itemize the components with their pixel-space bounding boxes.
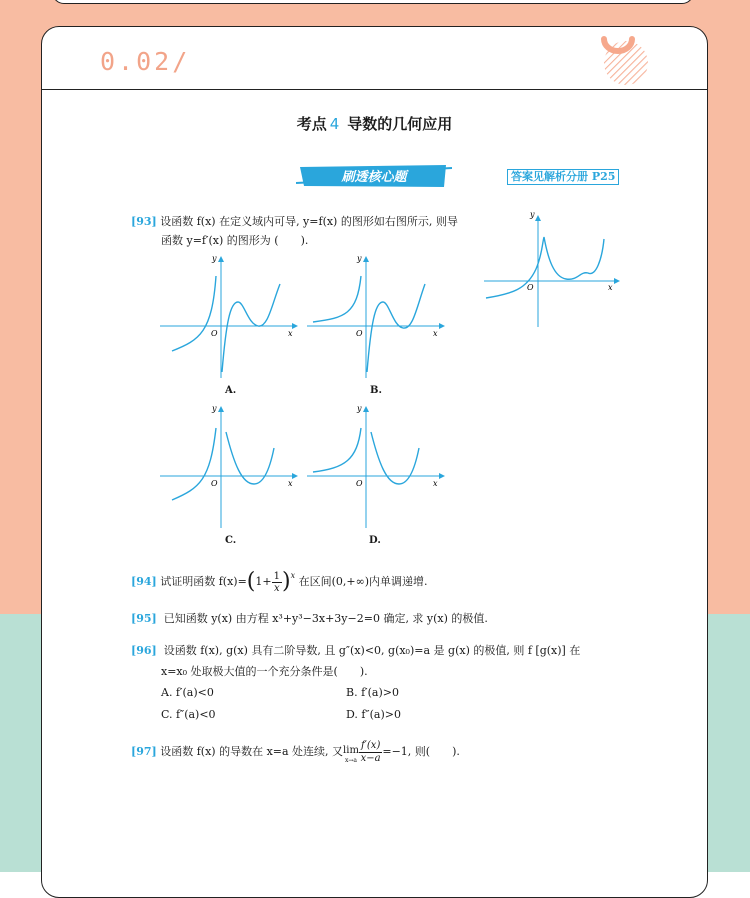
banner-graphic <box>296 163 452 189</box>
svg-text:y: y <box>530 210 535 219</box>
option-d-label: D. <box>369 535 381 546</box>
fraction: $\frac{f'(x)}{x-a}$ <box>360 739 381 764</box>
option-c-label: C. <box>225 535 237 546</box>
question-96-line1: [96] 设函数 f(x), g(x) 具有二阶导数, 且 g″(x)<0, g(x₀)=a 是 g(x) 的极值, 则 f [g(x)] 在 <box>131 644 581 657</box>
svg-text:y: y <box>357 404 362 413</box>
option-96-c: C. f″(a)<0 <box>161 708 216 721</box>
fraction: $\frac{1}{x}$ <box>273 570 280 594</box>
svg-text:O: O <box>211 329 218 338</box>
svg-text:O: O <box>211 479 218 488</box>
svg-text:x: x <box>433 479 438 488</box>
option-b-label: B. <box>370 385 382 396</box>
svg-text:y: y <box>212 404 217 413</box>
page-header <box>42 27 707 90</box>
option-c-graph <box>160 404 298 529</box>
svg-text:y: y <box>212 254 217 263</box>
svg-text:y: y <box>357 254 362 263</box>
option-b-graph <box>307 254 445 379</box>
question-96-line2: x=x₀ 处取极大值的一个充分条件是( ). <box>161 665 368 678</box>
svg-text:O: O <box>356 329 363 338</box>
previous-page-edge <box>52 0 694 4</box>
svg-text:O: O <box>356 479 363 488</box>
decorative-circle-icon <box>598 33 654 87</box>
question-97: [97] 设函数 f(x) 的导数在 x=a 处连续, 又 lim x→a $\frac{f'(x)}{x-a}$ =−1, 则( ). <box>131 739 460 764</box>
question-95: [95] 已知函数 y(x) 由方程 x³+y³−3x+3y−2=0 确定, 求 y(x) 的极值. <box>131 612 488 625</box>
svg-text:x: x <box>433 329 438 338</box>
svg-text:x: x <box>608 283 613 292</box>
option-96-b: B. f′(a)>0 <box>346 686 400 699</box>
svg-text:x: x <box>288 329 293 338</box>
svg-text:x: x <box>288 479 293 488</box>
given-graph <box>482 209 622 329</box>
option-a-graph <box>160 254 298 379</box>
question-94: [94] 试证明函数 f(x)= ( 1+ $\frac{1}{x}$ ) x 在区间(0,+∞)内单调递增. <box>131 569 428 594</box>
page-card <box>41 26 708 898</box>
section-title: 考点 4 导数的几何应用 <box>296 115 453 133</box>
option-d-graph <box>307 404 445 529</box>
question-93-line2: 函数 y=f′(x) 的图形为 ( ). <box>161 234 309 247</box>
question-93-line1: [93] 设函数 f(x) 在定义域内可导, y=f(x) 的图形如右图所示, 则导 <box>131 215 458 228</box>
question-number: [93] <box>131 215 157 228</box>
page-number: 0.02/ <box>100 47 191 76</box>
answer-reference: 答案见解析分册 P25 <box>507 169 619 185</box>
svg-text:O: O <box>527 283 534 292</box>
banner-label: 刷透核心题 <box>341 170 407 185</box>
limit: lim x→a <box>343 745 359 764</box>
option-96-a: A. f′(a)<0 <box>161 686 214 699</box>
option-96-d: D. f″(a)>0 <box>346 708 401 721</box>
option-a-label: A. <box>225 385 237 396</box>
